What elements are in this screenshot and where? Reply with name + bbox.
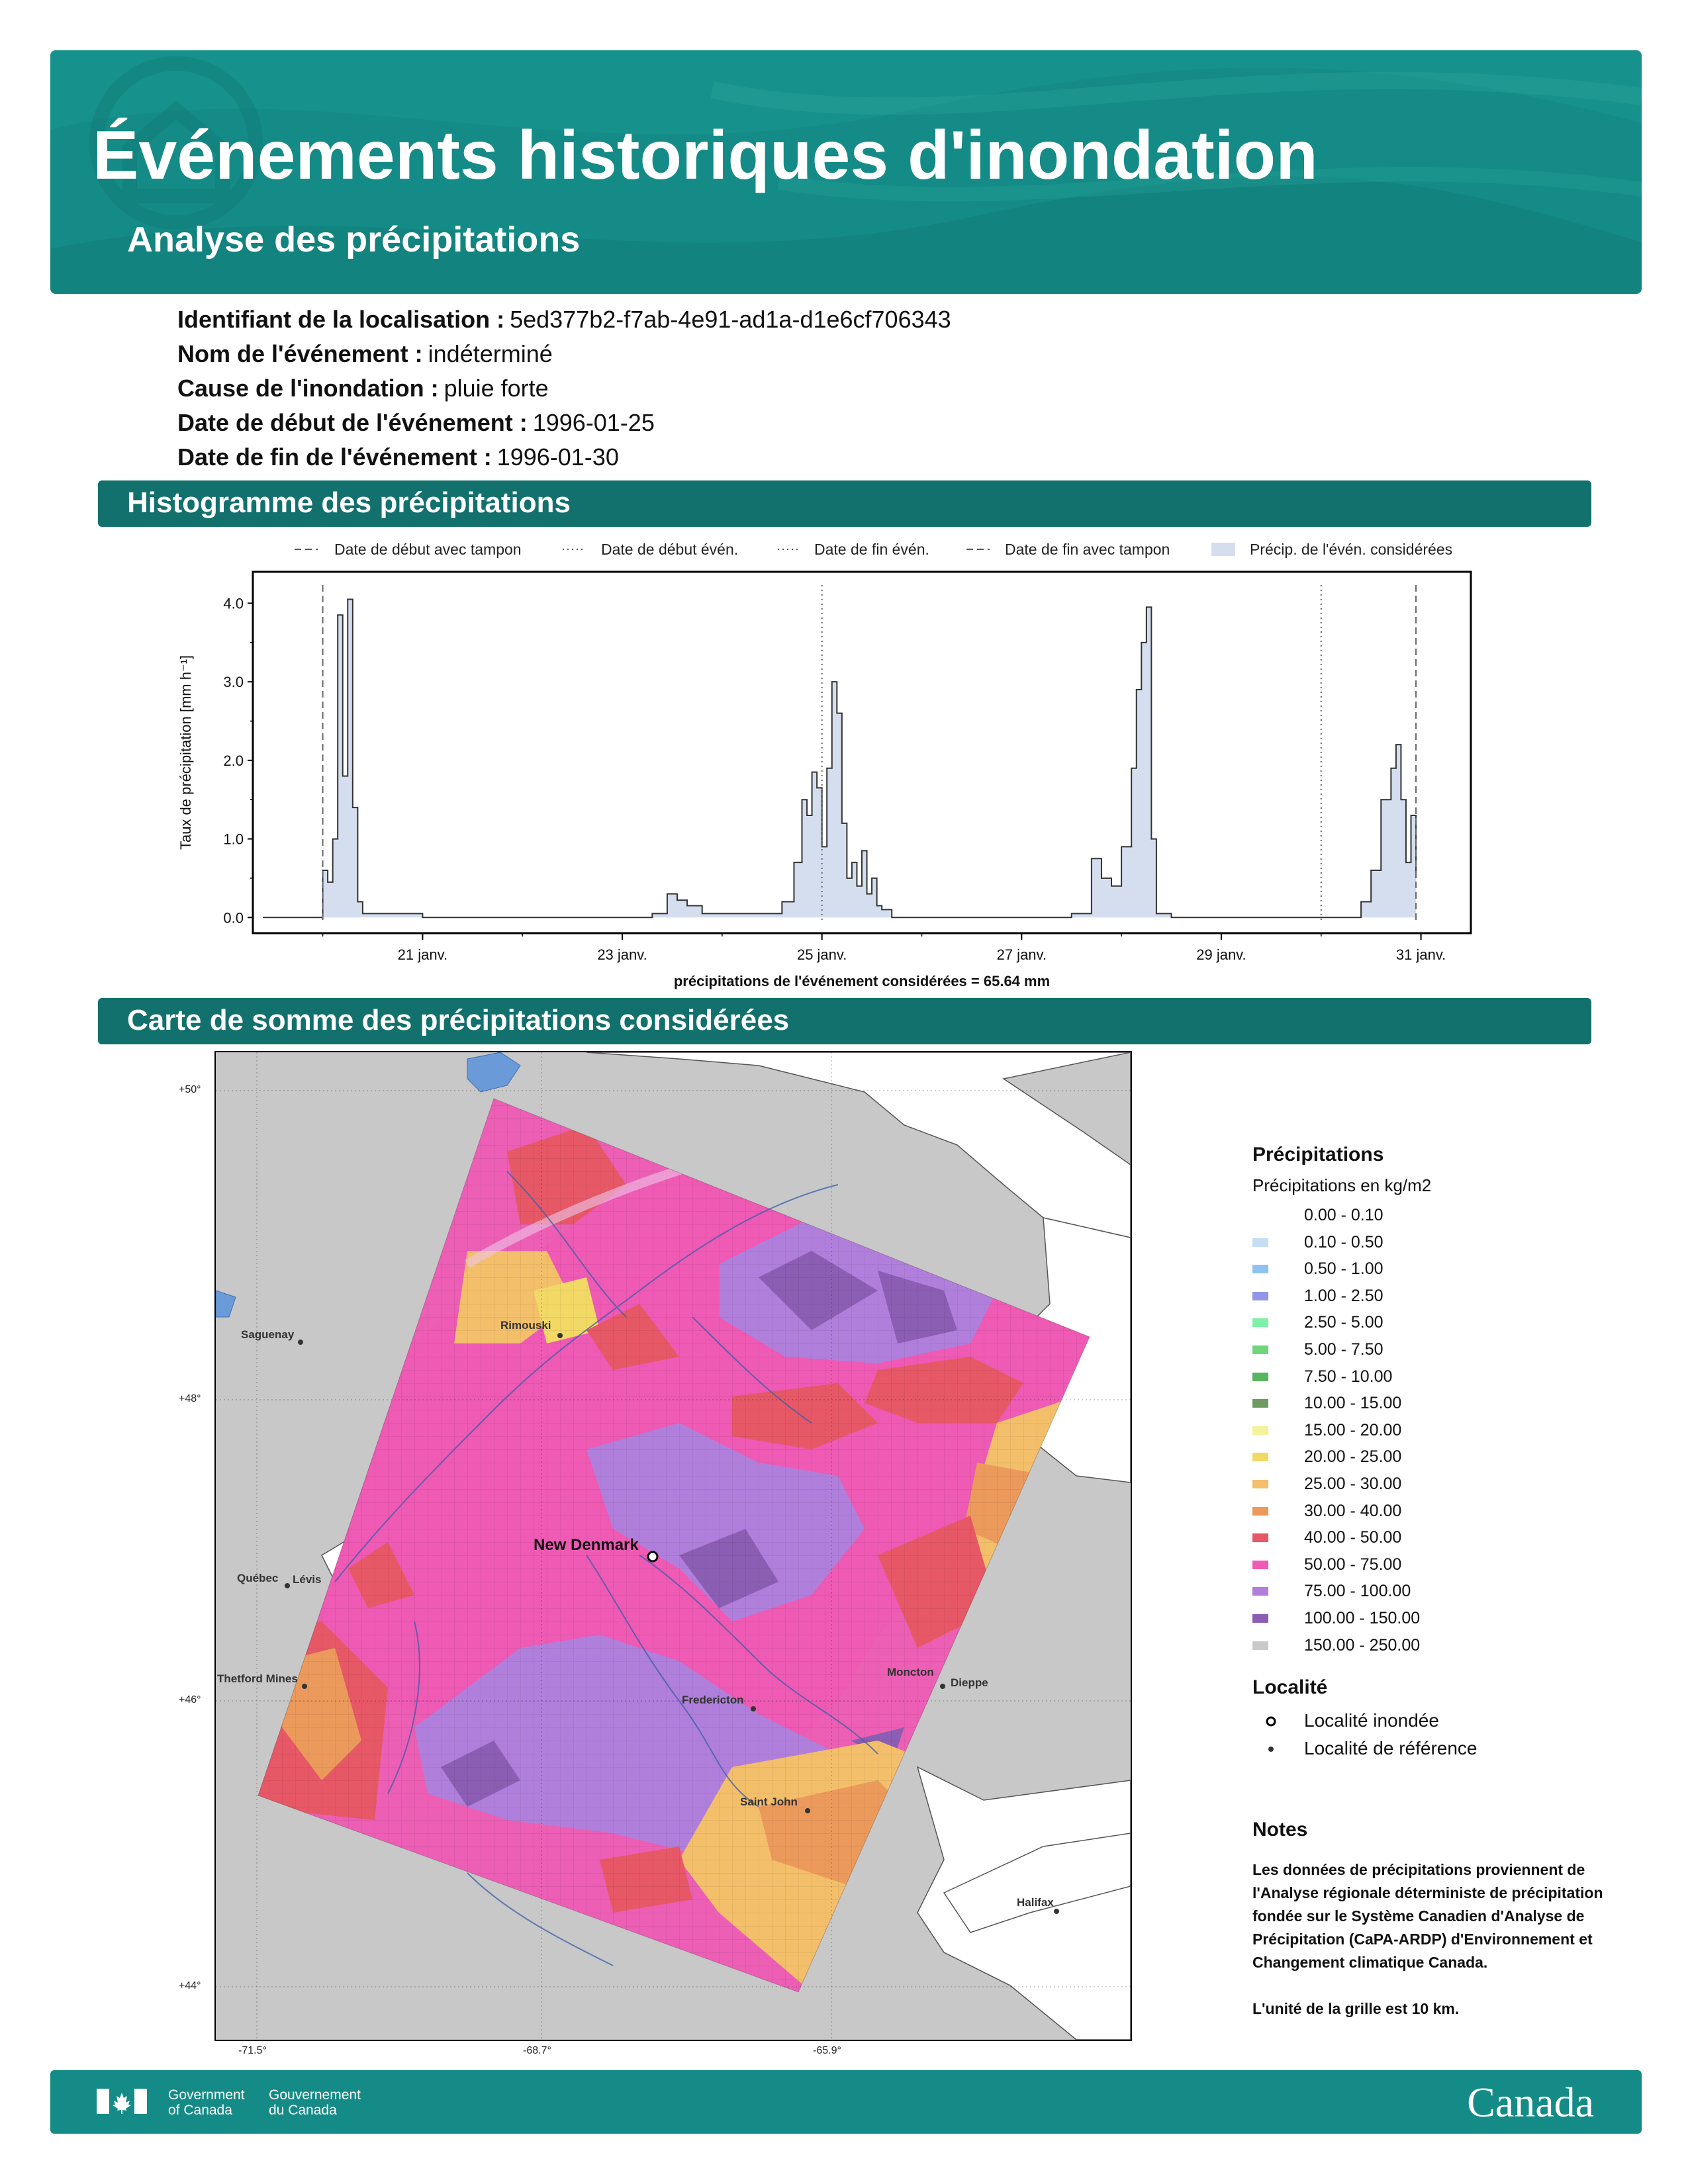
reference-locality-marker [1054,1909,1059,1914]
y-tick-label: 4.0 [223,595,244,612]
legend-class-item [1252,1364,1597,1391]
legend-class-item [1252,1203,1597,1230]
y-axis-label: Taux de précipitation [mm h⁻¹] [177,655,194,850]
legend-color-swatch [1252,1641,1268,1650]
x-axis-label: précipitations de l'événement considérées = 65.64 mm [673,973,1051,989]
legend-class-label: 0.00 - 0.10 [1304,1206,1383,1224]
legend-class-label: 100.00 - 150.00 [1304,1608,1421,1627]
info-location-id [177,306,951,334]
legend-entry: Date de fin évén. [814,541,929,558]
map-canvas [216,1052,1131,2040]
legend-class-label: 25.00 - 30.00 [1304,1474,1402,1493]
legend-class-item [1252,1578,1597,1606]
legend-class-item [1252,1606,1597,1633]
page-subtitle: Analyse des précipitations [127,220,581,259]
notes-grid-unit: L'unité de la grille est 10 km. [1252,2000,1460,2017]
section-title: Histogramme des précipitations [127,486,571,519]
footer [50,2070,1642,2134]
legend-class-item [1252,1552,1597,1579]
legend-class-label: 0.50 - 1.00 [1304,1259,1383,1279]
place-label-saguenay: Saguenay [241,1328,295,1341]
x-tick-label: 31 janv. [1395,946,1446,963]
legend-class-item [1252,1230,1597,1257]
section-title: Carte de somme des précipitations considérées [127,1004,790,1036]
place-label-quebec: Québec [237,1572,279,1584]
reference-locality-marker [557,1333,563,1338]
legend-class-item [1252,1633,1597,1660]
legend-title: Précipitations [1252,1144,1384,1165]
legend-color-swatch [1252,1480,1268,1488]
lon-tick: -68.7° [523,2045,551,2056]
info-label: Nom de l'événement : [177,340,423,367]
info-value: indéterminé [428,340,553,367]
legend-class-label: 20.00 - 25.00 [1304,1447,1402,1467]
x-tick-label: 27 janv. [996,946,1047,963]
legend-class-label: 75.00 - 100.00 [1304,1582,1411,1601]
locality-legend-title: Localité [1252,1676,1328,1699]
lat-tick: +48° [179,1393,201,1404]
precipitation-map[interactable] [214,1051,1132,2041]
map-legend [1252,1144,1597,1764]
page-title: Événements historiques d'inondation [93,117,1318,194]
legend-class-item [1252,1256,1597,1283]
gov-text: du Canada [269,2103,337,2118]
legend-class-label: 2.50 - 5.00 [1304,1313,1383,1332]
reference-locality-marker [940,1684,945,1689]
x-tick-label: 25 janv. [796,946,847,963]
notes-body [1252,1858,1610,2021]
info-label: Date de fin de l'événement : [177,443,492,471]
y-tick-label: 1.0 [223,831,244,848]
legend-class-item [1252,1444,1597,1471]
legend-class-label: 30.00 - 40.00 [1304,1501,1402,1520]
legend-entry: Date de début avec tampon [334,541,522,558]
lat-tick: +44° [179,1980,201,1991]
notes-text: Les données de précipitations proviennent de l'Analyse régionale déterministe de précipitation fondée sur le Système Canadien d'Analyse de Précipitation (CaPA-ARDP) d'Environnement et Changement climatique Canada. [1252,1861,1603,1971]
legend-reference-locality [1252,1736,1597,1764]
header-banner [50,50,1642,294]
canada-flag-icon [97,2089,147,2114]
section-histogram-header [98,480,1591,527]
place-label-rimouski: Rimouski [500,1319,551,1332]
legend-color-swatch [1252,1292,1268,1300]
y-tick-label: 2.0 [223,752,244,769]
legend-class-item [1252,1390,1597,1418]
info-value: 1996-01-30 [496,443,619,471]
legend-flooded-locality [1252,1708,1597,1736]
lon-tick: -71.5° [238,2045,267,2056]
x-tick-label: 23 janv. [597,946,647,963]
legend-class-label: 50.00 - 75.00 [1304,1555,1402,1574]
legend-color-swatch [1252,1453,1268,1461]
legend-color-swatch [1252,1587,1268,1596]
open-circle-icon [1264,1715,1278,1728]
legend-classes [1252,1203,1597,1659]
info-value: pluie forte [444,375,549,402]
legend-area-swatch [1211,543,1235,556]
precipitation-histogram [159,529,1536,993]
legend-class-item [1252,1418,1597,1445]
legend-color-swatch [1252,1426,1268,1435]
legend-class-label: 0.10 - 0.50 [1304,1232,1383,1251]
reference-locality-marker [805,1808,810,1813]
legend-color-swatch [1252,1373,1268,1381]
legend-class-label: 150.00 - 250.00 [1304,1635,1421,1655]
place-label-moncton: Moncton [887,1666,934,1678]
legend-entry: Date de début évén. [601,541,739,558]
flooded-locality-marker [648,1552,657,1561]
info-end-date [177,443,619,471]
notes-title: Notes [1252,1819,1308,1841]
legend-color-swatch [1252,1533,1268,1542]
legend-label: Localité de référence [1304,1738,1477,1759]
legend-color-swatch [1252,1211,1268,1220]
legend-color-swatch [1252,1345,1268,1354]
place-label-dieppe: Dieppe [951,1676,988,1689]
info-label: Date de début de l'événement : [177,409,528,436]
info-value: 1996-01-25 [532,409,655,436]
legend-subtitle: Précipitations en kg/m2 [1252,1175,1432,1195]
lat-tick: +50° [179,1084,201,1095]
place-label-new-denmark: New Denmark [534,1536,639,1554]
y-tick-label: 3.0 [223,674,244,691]
info-event-name [177,340,553,368]
place-label-thetford-mines: Thetford Mines [217,1672,298,1685]
legend-class-item [1252,1310,1597,1337]
reference-locality-marker [298,1340,303,1345]
reference-locality-marker [285,1583,290,1588]
lat-tick: +46° [179,1694,201,1706]
legend-entry: Précip. de l'évén. considérées [1250,541,1453,558]
legend-color-swatch [1252,1614,1268,1623]
place-label-halifax: Halifax [1017,1896,1054,1909]
legend-class-item [1252,1471,1597,1498]
legend-class-label: 1.00 - 2.50 [1304,1286,1383,1305]
legend-class-item [1252,1498,1597,1525]
gov-name-fr [269,2087,361,2118]
gov-text: of Canada [168,2103,232,2118]
canada-wordmark: Canada [1467,2079,1594,2126]
legend-color-swatch [1252,1238,1268,1247]
reference-locality-marker [302,1684,307,1689]
legend-color-swatch [1252,1265,1268,1273]
legend-color-swatch [1252,1399,1268,1408]
legend-entry: Date de fin avec tampon [1005,541,1170,558]
legend-label: Localité inondée [1304,1710,1439,1731]
info-start-date [177,409,655,437]
x-tick-label: 29 janv. [1196,946,1246,963]
legend-color-swatch [1252,1561,1268,1569]
legend-class-label: 15.00 - 20.00 [1304,1420,1402,1439]
legend-color-swatch [1252,1507,1268,1516]
chart-legend [295,541,1452,558]
section-map-header [98,998,1591,1044]
legend-class-item [1252,1337,1597,1364]
gov-text: Gouvernement [269,2087,361,2103]
legend-class-item [1252,1283,1597,1310]
info-value: 5ed377b2-f7ab-4e91-ad1a-d1e6cf706343 [510,306,951,333]
place-label-fredericton: Fredericton [682,1694,744,1706]
y-tick-label: 0.0 [223,909,244,927]
place-label-levis: Lévis [293,1573,322,1586]
info-flood-cause [177,375,549,402]
info-label: Identifiant de la localisation : [177,306,505,333]
info-label: Cause de l'inondation : [177,375,439,402]
legend-class-label: 10.00 - 15.00 [1304,1394,1402,1413]
lon-tick: -65.9° [813,2045,841,2056]
place-label-saint-john: Saint John [740,1796,798,1808]
gov-text: Government [168,2087,245,2103]
gov-name-en [168,2087,245,2118]
reference-locality-marker [751,1706,756,1711]
legend-class-label: 40.00 - 50.00 [1304,1528,1402,1547]
legend-color-swatch [1252,1318,1268,1327]
x-tick-label: 21 janv. [397,946,448,963]
legend-class-item [1252,1525,1597,1552]
legend-class-label: 5.00 - 7.50 [1304,1340,1383,1359]
filled-dot-icon [1264,1743,1278,1756]
legend-class-label: 7.50 - 10.00 [1304,1367,1393,1386]
